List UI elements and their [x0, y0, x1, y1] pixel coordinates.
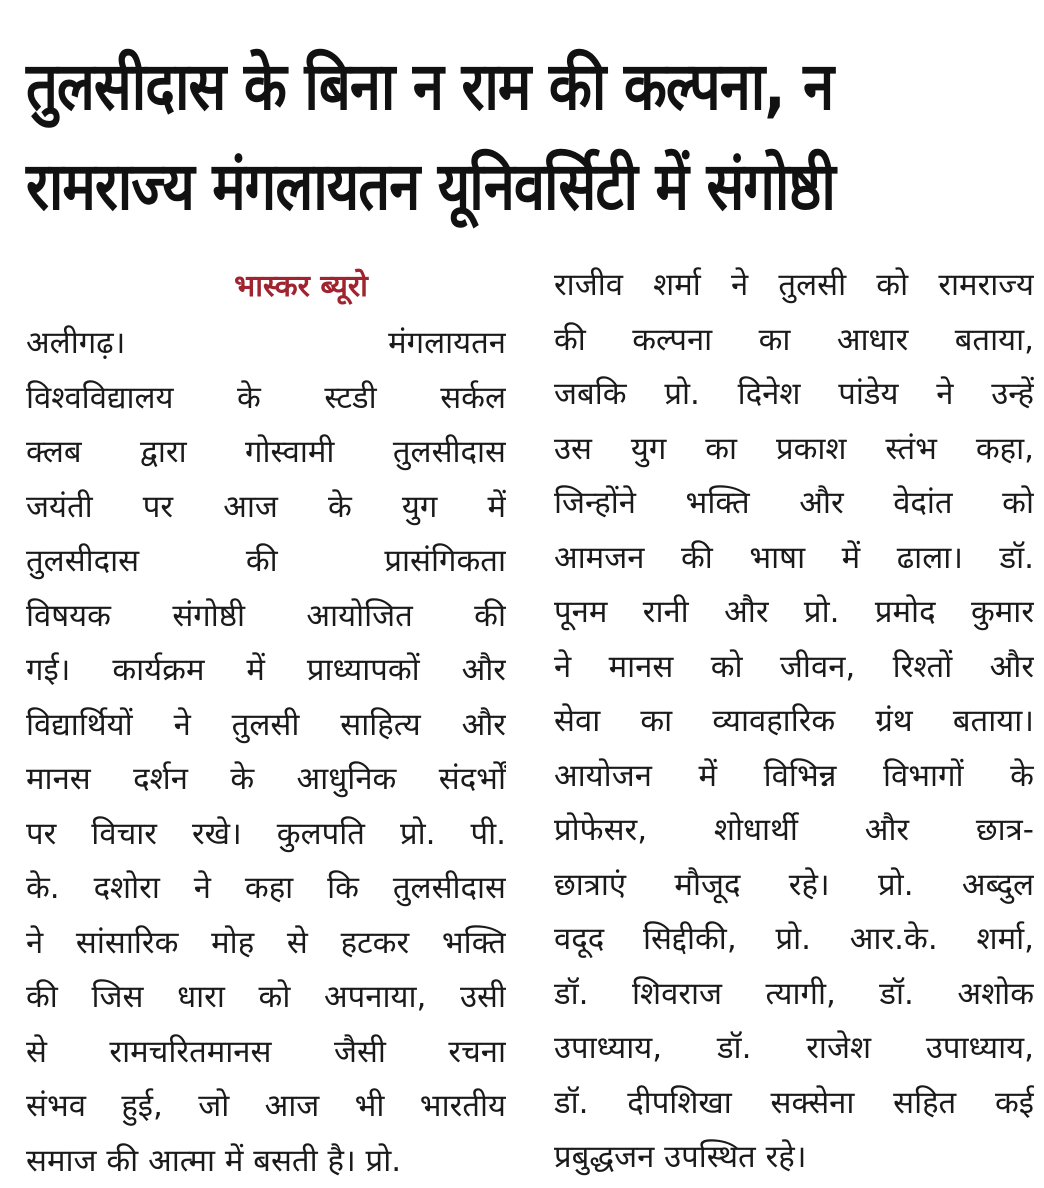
headline — [26, 38, 1026, 238]
article-line: वदूद सिद्दीकी, प्रो. आर.के. शर्मा, — [554, 912, 1034, 967]
headline-line-2: रामराज्य मंगलायतन यूनिवर्सिटी में संगोष्ठी — [26, 129, 1026, 247]
article-line: तुलसीदास की प्रासंगिकता — [26, 534, 506, 589]
article-column-right — [554, 258, 1034, 1185]
byline: भास्कर ब्यूरो — [26, 258, 506, 316]
article-line: छात्राएं मौजूद रहे। प्रो. अब्दुल — [554, 858, 1034, 913]
article-line: सेवा का व्यावहारिक ग्रंथ बताया। — [554, 694, 1034, 749]
article-line: की जिस धारा को अपनाया, उसी — [26, 970, 506, 1025]
article-line: विद्यार्थियों ने तुलसी साहित्य और — [26, 698, 506, 753]
article-line: ने मानस को जीवन, रिश्तों और — [554, 640, 1034, 695]
article-column-left — [26, 258, 506, 1188]
article-line: राजीव शर्मा ने तुलसी को रामराज्य — [554, 258, 1034, 313]
article-line: पर विचार रखे। कुलपति प्रो. पी. — [26, 807, 506, 862]
article-line: संभव हुई, जो आज भी भारतीय — [26, 1079, 506, 1134]
article-line: जयंती पर आज के युग में — [26, 480, 506, 535]
article-line: उस युग का प्रकाश स्तंभ कहा, — [554, 422, 1034, 477]
article-line: विषयक संगोष्ठी आयोजित की — [26, 589, 506, 644]
article-line: ने सांसारिक मोह से हटकर भक्ति — [26, 916, 506, 971]
article-line: जबकि प्रो. दिनेश पांडेय ने उन्हें — [554, 367, 1034, 422]
article-line: से रामचरितमानस जैसी रचना — [26, 1025, 506, 1080]
article-line: प्रोफेसर, शोधार्थी और छात्र- — [554, 803, 1034, 858]
article-line: के. दशोरा ने कहा कि तुलसीदास — [26, 861, 506, 916]
article-line: समाज की आत्मा में बसती है। प्रो. — [26, 1134, 506, 1188]
article-line: डॉ. दीपशिखा सक्सेना सहित कई — [554, 1076, 1034, 1131]
article-line: गई। कार्यक्रम में प्राध्यापकों और — [26, 643, 506, 698]
article-line: की कल्पना का आधार बताया, — [554, 313, 1034, 368]
article-line: अलीगढ़। मंगलायतन — [26, 316, 506, 371]
article-line: डॉ. शिवराज त्यागी, डॉ. अशोक — [554, 967, 1034, 1022]
article-line: उपाध्याय, डॉ. राजेश उपाध्याय, — [554, 1021, 1034, 1076]
article-line: आमजन की भाषा में ढाला। डॉ. — [554, 531, 1034, 586]
headline-line-1: तुलसीदास के बिना न राम की कल्पना, न — [26, 29, 1026, 147]
article-line: आयोजन में विभिन्न विभागों के — [554, 749, 1034, 804]
article-line: क्लब द्वारा गोस्वामी तुलसीदास — [26, 425, 506, 480]
article-line: पूनम रानी और प्रो. प्रमोद कुमार — [554, 585, 1034, 640]
article-line: मानस दर्शन के आधुनिक संदर्भों — [26, 752, 506, 807]
article-line: विश्वविद्यालय के स्टडी सर्कल — [26, 371, 506, 426]
article-line: प्रबुद्धजन उपस्थित रहे। — [554, 1130, 1034, 1185]
article-line: जिन्होंने भक्ति और वेदांत को — [554, 476, 1034, 531]
